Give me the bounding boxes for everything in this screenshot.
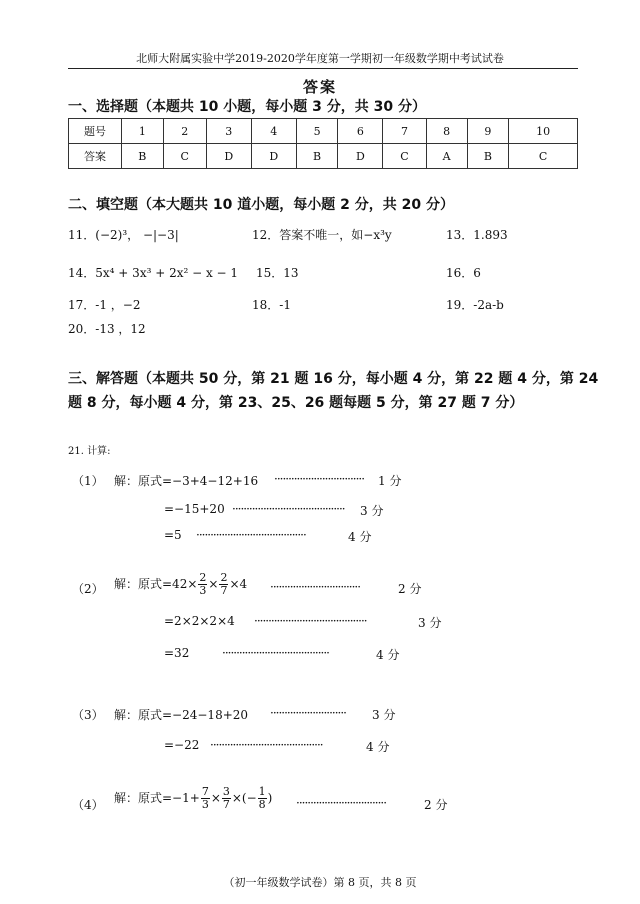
denominator: 3 [201,798,209,811]
fill-answer-18 [252,296,291,313]
part3-label: （3） [72,708,104,722]
denominator: 7 [220,584,228,597]
leader-dots: ································ [270,580,361,594]
answer-cell: D [206,144,251,169]
answer-cell: B [122,144,164,169]
question-label: 15． [256,266,284,280]
leader-dots: ································ [296,796,387,810]
page-title: 答案 [302,78,337,96]
page-footer: （初一年级数学试卷）第 8 页，共 8 页 [223,876,417,889]
part2-line3-score: 4 分 [376,648,400,662]
section3-heading-line1: 三、解答题（本题共 50 分，第 21 题 16 分，每小题 4 分，第 22 题 4 分，第 24 [68,371,599,387]
exam-header: 北师大附属实验中学2019-2020学年度第一学期初一年级数学期中考试试卷 [136,52,504,65]
answer-cell: B [467,144,509,169]
answer-cell: D [338,144,383,169]
leader-dots: ······································ [222,646,329,660]
answer-table [68,118,578,169]
answer-cell: D [251,144,296,169]
part1-label: （1） [72,474,104,488]
part2-suffix: ×4 [229,577,248,591]
part1-line3: =5 [164,528,182,542]
question-label: 12． [252,228,280,242]
question-label: 14． [68,266,96,280]
numerator: 1 [258,785,266,798]
question-number: 1 [122,119,164,144]
fill-answer-19 [446,296,504,313]
header-rule [68,68,578,69]
fill-answer-12 [252,226,392,243]
fill-answer-17 [68,296,140,313]
answer-cell: C [509,144,578,169]
part1-line3-score: 4 分 [348,530,372,544]
fill-answer-13 [446,226,508,243]
part2-label: （2） [72,582,104,596]
denominator: 7 [222,798,230,811]
question-number: 2 [163,119,206,144]
question-label: 17． [68,298,96,312]
answer-cell: A [426,144,467,169]
part3-line2-score: 4 分 [366,740,390,754]
part3-line2: =−22 [164,738,200,752]
fraction [222,786,231,811]
fill-answer-16 [446,264,481,281]
answer-text: 答案不唯一，如−x³y [279,228,392,242]
question-number: 7 [383,119,426,144]
numerator: 7 [201,785,209,798]
fill-answer-15 [256,264,299,281]
leader-dots: ········································ [232,502,345,516]
fill-answer-11 [68,226,179,243]
part4-line1: 解：原式=−1+ $\frac{7}{3}$ × $\frac{3}{7}$ ×(− $\frac{1}{8}$ ) [114,785,273,811]
answer-text: 6 [473,266,481,280]
question-label: 20． [68,322,96,336]
section2-heading: 二、填空题（本大题共 10 道小题，每小题 2 分，共 20 分） [68,197,454,213]
numerator: 2 [199,571,207,584]
answer-text: -2a-b [473,298,504,312]
denominator: 3 [199,584,207,597]
question-number: 9 [467,119,509,144]
section3-heading-line2: 题 8 分，每小题 4 分，第 23、25、26 题每题 5 分，第 27 题 7 分） [68,395,524,411]
leader-dots: ········································ [254,614,367,628]
question-number: 4 [251,119,296,144]
question-number: 8 [426,119,467,144]
answer-text: 13 [283,266,299,280]
answer-text: -13 ，12 [95,322,146,336]
question-number: 6 [338,119,383,144]
part4-line1-score: 2 分 [424,798,448,812]
question-label: 18． [252,298,280,312]
part3-line1-score: 3 分 [372,708,396,722]
part1-line2: =−15+20 [164,502,225,516]
question-21-title: 21. 计算: [68,446,111,457]
leader-dots: ········································ [210,738,323,752]
row-label-number: 题号 [69,119,122,144]
answer-cell: C [383,144,426,169]
leader-dots: ································ [274,472,365,486]
part3-line1: 解：原式=−24−18+20 [114,708,249,722]
question-label: 13． [446,228,474,242]
fraction [198,572,207,597]
part4-label: （4） [72,798,104,812]
part2-line2: =2×2×2×4 [164,614,235,628]
numerator: 2 [220,571,228,584]
question-number: 10 [509,119,578,144]
fill-answer-20 [68,320,146,337]
answer-text: -1 [279,298,291,312]
part1-line1-score: 1 分 [378,474,402,488]
part2-line3: =32 [164,646,190,660]
part4-prefix: 解：原式=−1+ [114,791,200,805]
answer-text: -1 ，−2 [95,298,141,312]
numerator: 3 [222,785,230,798]
fraction [219,572,228,597]
denominator: 8 [258,798,266,811]
leader-dots: ··························· [270,706,346,720]
row-label-answer: 答案 [69,144,122,169]
question-label: 11． [68,228,96,242]
fraction [201,786,210,811]
part2-line1: 解：原式=42× $\frac{2}{3}$ × $\frac{2}{7}$ ×4 [114,571,248,597]
answer-table-number-row [69,119,578,144]
part2-line2-score: 3 分 [418,616,442,630]
answer-cell: B [296,144,338,169]
answer-text: (−2)³， −|−3| [95,228,179,242]
question-label: 19． [446,298,474,312]
leader-dots: ······································· [196,528,306,542]
answer-table-answer-row [69,144,578,169]
answer-cell: C [163,144,206,169]
part2-line1-score: 2 分 [398,582,422,596]
section1-heading: 一、选择题（本题共 10 小题，每小题 3 分，共 30 分） [68,99,426,115]
part1-line2-score: 3 分 [360,504,384,518]
answer-text: 5x⁴ + 3x³ + 2x² − x − 1 [95,266,239,280]
fraction [258,786,267,811]
fill-answer-14 [68,264,238,281]
answer-text: 1.893 [473,228,508,242]
question-number: 5 [296,119,338,144]
question-label: 16． [446,266,474,280]
question-number: 3 [206,119,251,144]
part1-line1: 解：原式=−3+4−12+16 [114,474,259,488]
part2-prefix: 解：原式=42× [114,577,198,591]
